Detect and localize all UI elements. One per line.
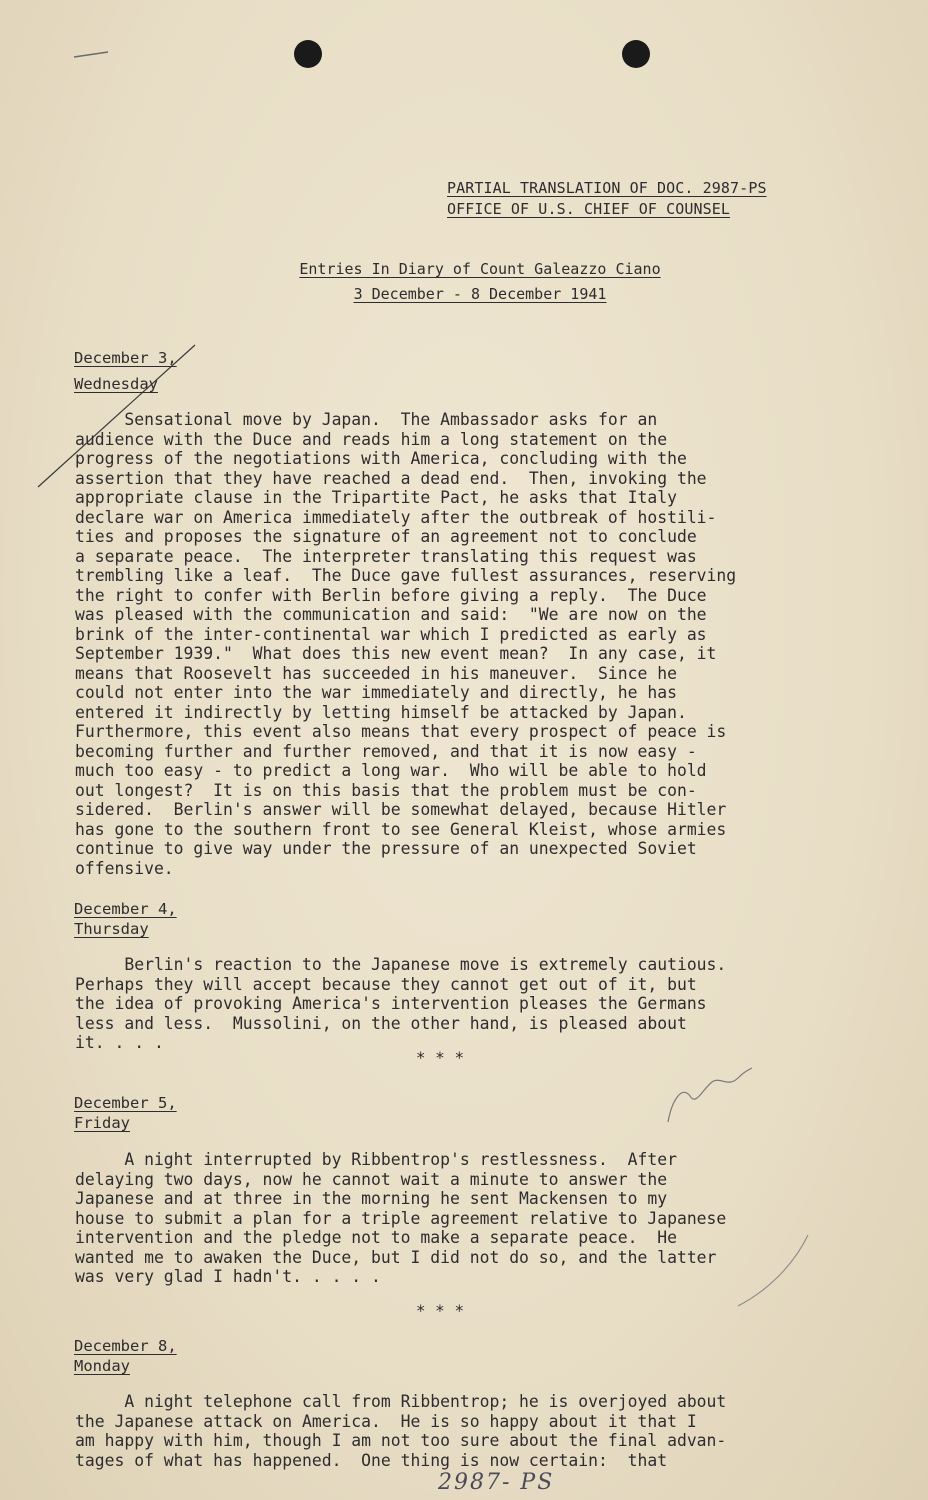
text-line: intervention and the pledge not to make a separate peace. He xyxy=(75,1228,677,1247)
entry-heading-dec5 xyxy=(74,1093,177,1133)
text-line: much too easy - to predict a long war. Who will be able to hold xyxy=(75,761,707,780)
title-line-2: 3 December - 8 December 1941 xyxy=(353,285,607,303)
text-line: Perhaps they will accept because they cannot get out of it, but xyxy=(75,974,697,994)
entry-day: Monday xyxy=(74,1357,130,1375)
text-line: wanted me to awaken the Duce, but I did not do so, and the latter xyxy=(75,1247,717,1267)
text-line: Furthermore, this event also means that every prospect of peace is xyxy=(75,722,727,741)
entry-heading-dec4 xyxy=(74,899,177,939)
entry-date: December 4, xyxy=(74,900,177,918)
text-line: entered it indirectly by letting himself be attacked by Japan. xyxy=(75,702,687,722)
text-line: could not enter into the war immediately and directly, he has xyxy=(75,683,677,702)
entry-body-dec8 xyxy=(75,1392,865,1470)
text-line: means that Roosevelt has succeeded in his maneuver. Since he xyxy=(75,663,677,683)
text-line: September 1939." What does this new event mean? In any case, it xyxy=(75,644,717,663)
initials-scribble xyxy=(668,1068,752,1122)
text-line: house to submit a plan for a triple agreement relative to Japanese xyxy=(75,1208,727,1228)
section-separator: * * * xyxy=(415,1301,465,1320)
text-line: sidered. Berlin's answer will be somewhat delayed, because Hitler xyxy=(75,800,727,819)
header-line-1: PARTIAL TRANSLATION OF DOC. 2987-PS xyxy=(447,179,767,197)
text-line: the idea of provoking America's intervention pleases the Germans xyxy=(75,994,707,1013)
text-line: the right to confer with Berlin before giving a reply. The Duce xyxy=(75,585,707,605)
text-line: the Japanese attack on America. He is so happy about it that I xyxy=(75,1411,697,1431)
entry-heading-dec3 xyxy=(74,345,177,397)
text-line: offensive. xyxy=(75,858,174,878)
entry-body-dec5 xyxy=(75,1150,865,1287)
entry-body-dec3 xyxy=(75,410,865,878)
text-line: was pleased with the communication and said: "We are now on the xyxy=(75,605,707,624)
text-line: trembling like a leaf. The Duce gave fullest assurances, reserving xyxy=(75,566,737,585)
entry-date: December 3, xyxy=(74,349,177,367)
document-title xyxy=(0,257,928,307)
text-line: out longest? It is on this basis that the problem must be con- xyxy=(75,780,697,800)
entry-body-dec4 xyxy=(75,955,865,1053)
handwritten-document-number: 2987- PS xyxy=(438,1470,555,1495)
document-header xyxy=(447,178,767,220)
text-line: delaying two days, now he cannot wait a minute to answer the xyxy=(75,1169,668,1189)
text-line: A night telephone call from Ribbentrop; he is overjoyed about xyxy=(75,1392,727,1411)
entry-day: Wednesday xyxy=(74,375,158,393)
text-line: declare war on America immediately after the outbreak of hostili- xyxy=(75,507,717,527)
text-line: A night interrupted by Ribbentrop's restlessness. After xyxy=(75,1150,677,1169)
text-line: tages of what has happened. One thing is now certain: that xyxy=(75,1450,668,1470)
entry-day: Friday xyxy=(74,1114,130,1132)
text-line: becoming further and further removed, and that it is now easy - xyxy=(75,741,697,761)
entry-heading-dec8 xyxy=(74,1336,177,1376)
text-line: less and less. Mussolini, on the other hand, is pleased about xyxy=(75,1013,687,1033)
text-line: continue to give way under the pressure of an unexpected Soviet xyxy=(75,839,697,858)
text-line: has gone to the southern front to see General Kleist, whose armies xyxy=(75,819,727,839)
text-line: progress of the negotiations with America, concluding with the xyxy=(75,449,687,468)
text-line: ties and proposes the signature of an agreement not to conclude xyxy=(75,527,697,546)
entry-date: December 5, xyxy=(74,1094,177,1112)
text-line: appropriate clause in the Tripartite Pact, he asks that Italy xyxy=(75,488,677,507)
text-line: it. . . . xyxy=(75,1033,164,1052)
entry-day: Thursday xyxy=(74,920,149,938)
title-line-1: Entries In Diary of Count Galeazzo Ciano xyxy=(299,260,661,278)
text-line: Japanese and at three in the morning he sent Mackensen to my xyxy=(75,1189,668,1208)
text-line: am happy with him, though I am not too sure about the final advan- xyxy=(75,1431,727,1450)
text-line: Berlin's reaction to the Japanese move is extremely cautious. xyxy=(75,955,727,974)
text-line: Sensational move by Japan. The Ambassador asks for an xyxy=(75,410,658,429)
header-line-2: OFFICE OF U.S. CHIEF OF COUNSEL xyxy=(447,200,731,218)
text-line: assertion that they have reached a dead end. Then, invoking the xyxy=(75,468,707,488)
corner-stroke xyxy=(74,52,108,57)
text-line: brink of the inter-continental war which I predicted as early as xyxy=(75,624,707,644)
text-line: audience with the Duce and reads him a long statement on the xyxy=(75,429,668,449)
text-line: was very glad I hadn't. . . . . xyxy=(75,1267,381,1286)
text-line: a separate peace. The interpreter translating this request was xyxy=(75,546,697,566)
section-separator: * * * xyxy=(415,1048,465,1067)
entry-date: December 8, xyxy=(74,1337,177,1355)
